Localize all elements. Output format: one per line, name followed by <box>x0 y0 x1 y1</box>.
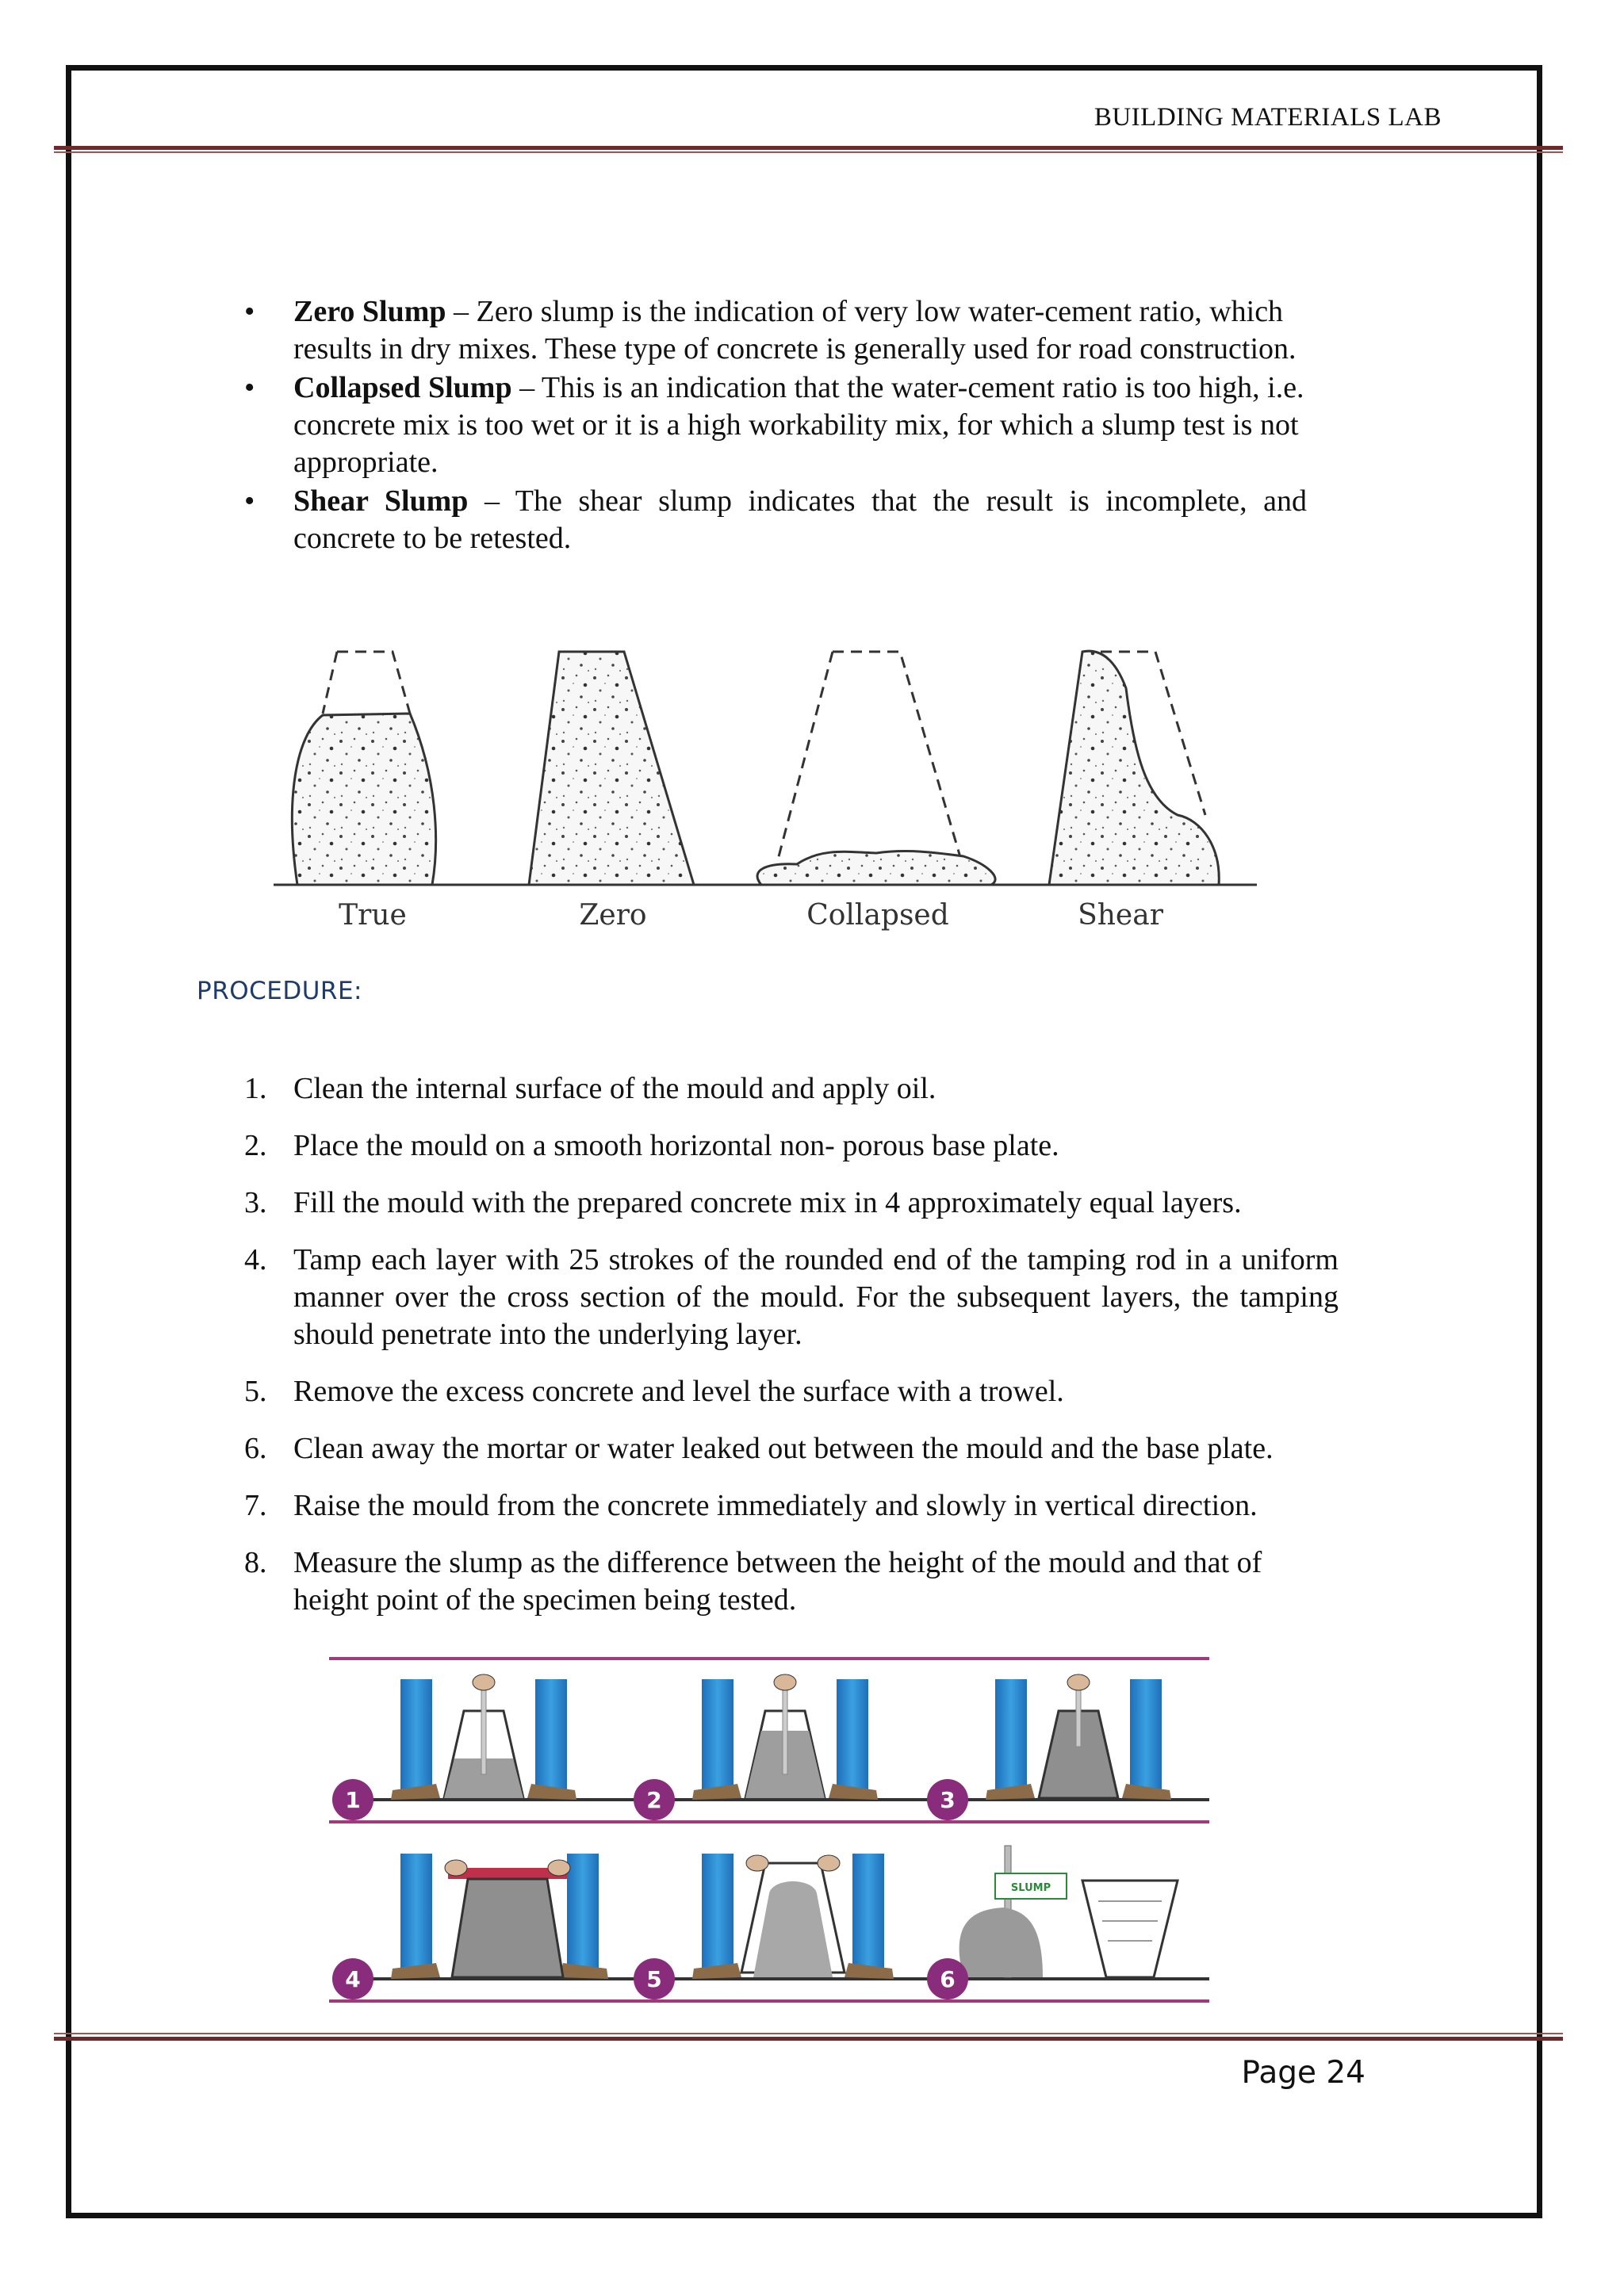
slump-label-shear: Shear <box>1078 899 1163 932</box>
list-item <box>244 1242 1339 1353</box>
bullet-text: – This is an indication that the water-cement ratio is too high, i.e. concrete mix is too wet or it is a high workability mix, for which a slump test is not appropriate. <box>293 371 1304 479</box>
page-number: Page 24 <box>1241 2055 1365 2091</box>
step-text: Tamp each layer with 25 strokes of the rounded end of the tamping rod in a uniform manner over the cross section of the mould. For the subsequent layers, the tamping should penetrate into the underlying layer. <box>293 1243 1339 1351</box>
header-rule-thin <box>54 151 1563 153</box>
step-text: Measure the slump as the difference between the height of the mould and that of height point of the specimen being tested. <box>293 1546 1262 1617</box>
slump-label-collapsed: Collapsed <box>806 899 949 932</box>
slump-test-steps-figure <box>329 1655 1209 2004</box>
step-panel-1 <box>391 1674 576 1800</box>
list-item <box>244 293 1307 368</box>
bullet-icon: • <box>244 484 255 518</box>
step-number: 1. <box>244 1072 267 1105</box>
step-number: 8. <box>244 1546 267 1579</box>
step-number: 2. <box>244 1129 267 1162</box>
step-number: 7. <box>244 1489 267 1522</box>
bullet-term: Collapsed Slump <box>293 371 512 404</box>
slump-label-true: True <box>339 899 407 932</box>
step-badge-4: 4 <box>345 1966 361 1992</box>
step-number: 4. <box>244 1243 267 1276</box>
list-item <box>244 1487 1339 1525</box>
step-text: Place the mould on a smooth horizontal non- porous base plate. <box>293 1129 1059 1162</box>
step-text: Clean the internal surface of the mould and apply oil. <box>293 1072 936 1105</box>
step-panel-2 <box>692 1674 878 1800</box>
step-number: 5. <box>244 1375 267 1408</box>
slump-tag-label: SLUMP <box>1010 1882 1051 1894</box>
collapsed-slump-shape <box>757 652 995 885</box>
step-text: Clean away the mortar or water leaked out between the mould and the base plate. <box>293 1432 1274 1465</box>
footer-rule <box>54 2037 1563 2041</box>
procedure-steps <box>244 1070 1339 1639</box>
step-number: 6. <box>244 1432 267 1465</box>
step-panel-4 <box>391 1854 608 1979</box>
step-badge-3: 3 <box>940 1787 956 1813</box>
step-panel-6 <box>959 1846 1178 1977</box>
step-panel-3 <box>986 1674 1171 1800</box>
step-badge-5: 5 <box>646 1966 662 1992</box>
header-rule <box>54 146 1563 150</box>
list-item <box>244 1373 1339 1410</box>
list-item <box>244 1070 1339 1108</box>
list-item <box>244 1184 1339 1222</box>
list-item <box>244 369 1307 481</box>
step-text: Fill the mould with the prepared concrete mix in 4 approximately equal layers. <box>293 1186 1242 1219</box>
bullet-term: Zero Slump <box>293 295 446 328</box>
step-text: Remove the excess concrete and level the surface with a trowel. <box>293 1375 1064 1408</box>
slump-label-zero: Zero <box>579 899 647 932</box>
list-item <box>244 483 1307 557</box>
bullet-icon: • <box>244 295 255 328</box>
step-badge-2: 2 <box>646 1787 662 1813</box>
procedure-heading: PROCEDURE: <box>197 977 362 1005</box>
footer-rule-thin <box>54 2033 1563 2034</box>
list-item <box>244 1430 1339 1468</box>
list-item <box>244 1544 1339 1619</box>
slump-types-list <box>244 293 1307 559</box>
step-panel-5 <box>692 1854 894 1979</box>
bullet-term: Shear Slump <box>293 484 469 518</box>
header-title: BUILDING MATERIALS LAB <box>1094 103 1442 132</box>
step-number: 3. <box>244 1186 267 1219</box>
slump-types-figure <box>274 641 1257 942</box>
zero-slump-shape <box>529 652 694 885</box>
list-item <box>244 1127 1339 1165</box>
shear-slump-shape <box>1049 651 1219 885</box>
step-text: Raise the mould from the concrete immediately and slowly in vertical direction. <box>293 1489 1258 1522</box>
bullet-text: – The shear slump indicates that the result is incomplete, and concrete to be retested. <box>293 484 1307 555</box>
bullet-text: – Zero slump is the indication of very low water-cement ratio, which results in dry mixes. These type of concrete is generally used for road construction. <box>293 295 1297 365</box>
step-badge-1: 1 <box>345 1787 361 1813</box>
bullet-icon: • <box>244 371 255 404</box>
step-badge-6: 6 <box>940 1966 956 1992</box>
true-slump-shape <box>292 652 435 885</box>
